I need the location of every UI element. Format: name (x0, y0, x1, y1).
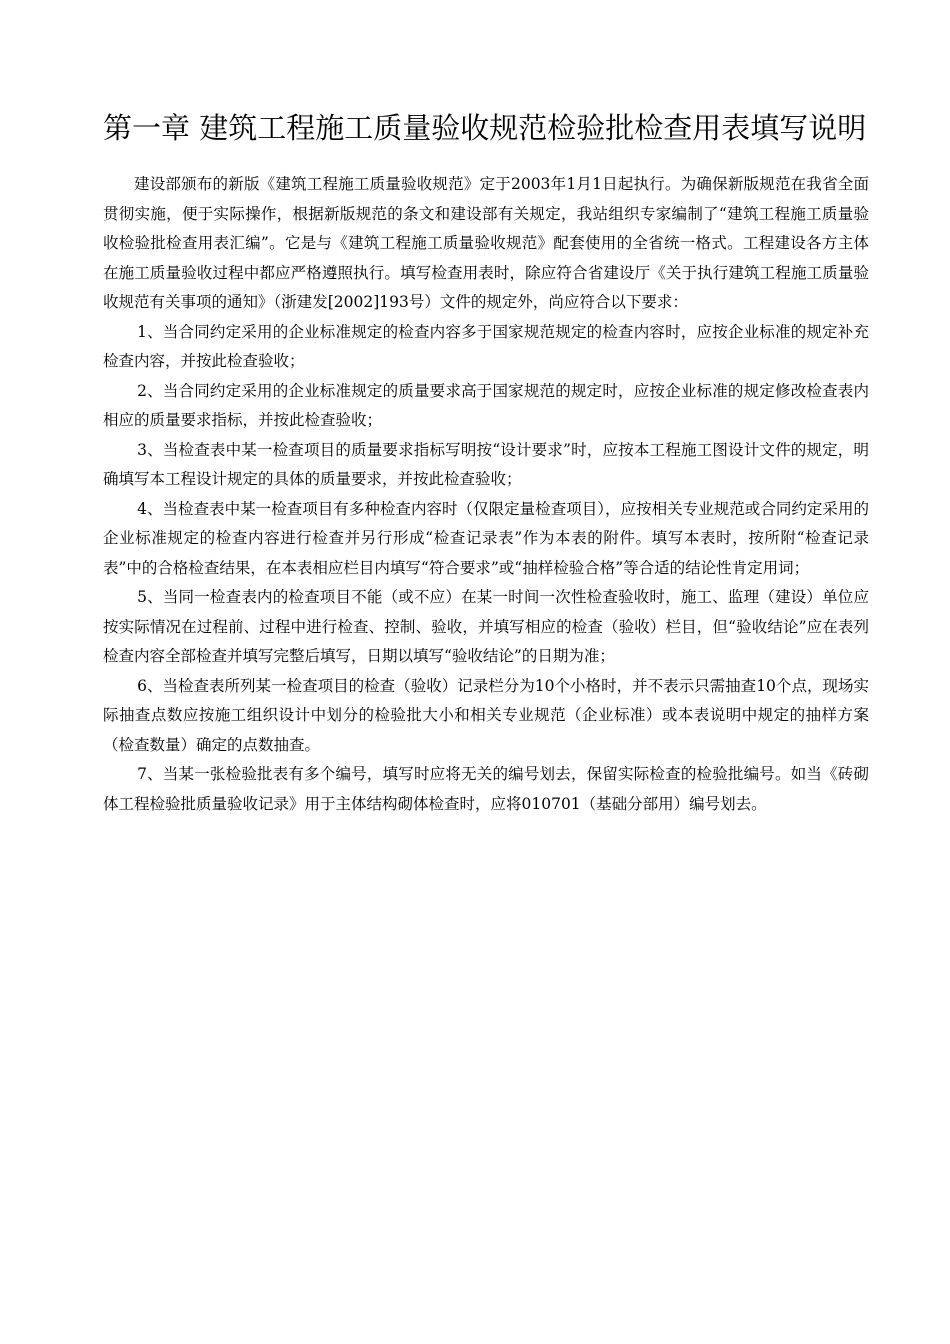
document-body (103, 170, 869, 819)
requirement-item-7: 7、当某一张检验批表有多个编号，填写时应将无关的编号划去，保留实际检查的检验批编号。如当《砖砌体工程检验批质量验收记录》用于主体结构砌体检查时，应将010701（基础分部用）编号划去。 (103, 765, 869, 813)
requirement-item-5: 5、当同一检查表内的检查项目不能（或不应）在某一时间一次性检查验收时，施工、监理（建设）单位应按实际情况在过程前、过程中进行检查、控制、验收，并填写相应的检查（验收）栏目，但“验收结论”应在表列检查内容全部检查并填写完整后填写，日期以填写“验收结论”的日期为准； (103, 588, 869, 665)
document-title: 第一章 建筑工程施工质量验收规范检验批检查用表填写说明 (103, 111, 867, 145)
requirement-item-6: 6、当检查表所列某一检查项目的检查（验收）记录栏分为10个小格时，并不表示只需抽查10个点，现场实际抽查点数应按施工组织设计中划分的检验批大小和相关专业规范（企业标准）或本表说明中规定的抽样方案（检查数量）确定的点数抽查。 (103, 676, 869, 754)
requirement-item-4: 4、当检查表中某一检查项目有多种检查内容时（仅限定量检查项目），应按相关专业规范或合同约定采用的企业标准规定的检查内容进行检查并另行形成“检查记录表”作为本表的附件。填写本表时，按所附“检查记录表”中的合格检查结果，在本表相应栏目内填写“符合要求”或“抽样检验合格”等合适的结论性肯定用词； (103, 499, 869, 577)
intro-paragraph: 建设部颁布的新版《建筑工程施工质量验收规范》定于2003年1月1日起执行。为确保新版规范在我省全面贯彻实施，便于实际操作，根据新版规范的条文和建设部有关规定，我站组织专家编制了“建筑工程施工质量验收检验批检查用表汇编”。它是与《建筑工程施工质量验收规范》配套使用的全省统一格式。工程建设各方主体在施工质量验收过程中都应严格遵照执行。填写检查用表时，除应符合省建设厅《关于执行建筑工程施工质量验收规范有关事项的通知》（浙建发[2002]193号）文件的规定外，尚应符合以下要求： (103, 175, 869, 311)
requirement-item-3: 3、当检查表中某一检查项目的质量要求指标写明按“设计要求”时，应按本工程施工图设计文件的规定，明确填写本工程设计规定的具体的质量要求，并按此检查验收； (103, 440, 869, 488)
requirement-item-2: 2、当合同约定采用的企业标准规定的质量要求高于国家规范的规定时，应按企业标准的规定修改检查表内相应的质量要求指标，并按此检查验收； (103, 381, 869, 429)
requirement-item-1: 1、当合同约定采用的企业标准规定的检查内容多于国家规范规定的检查内容时，应按企业标准的规定补充检查内容，并按此检查验收； (103, 322, 869, 370)
